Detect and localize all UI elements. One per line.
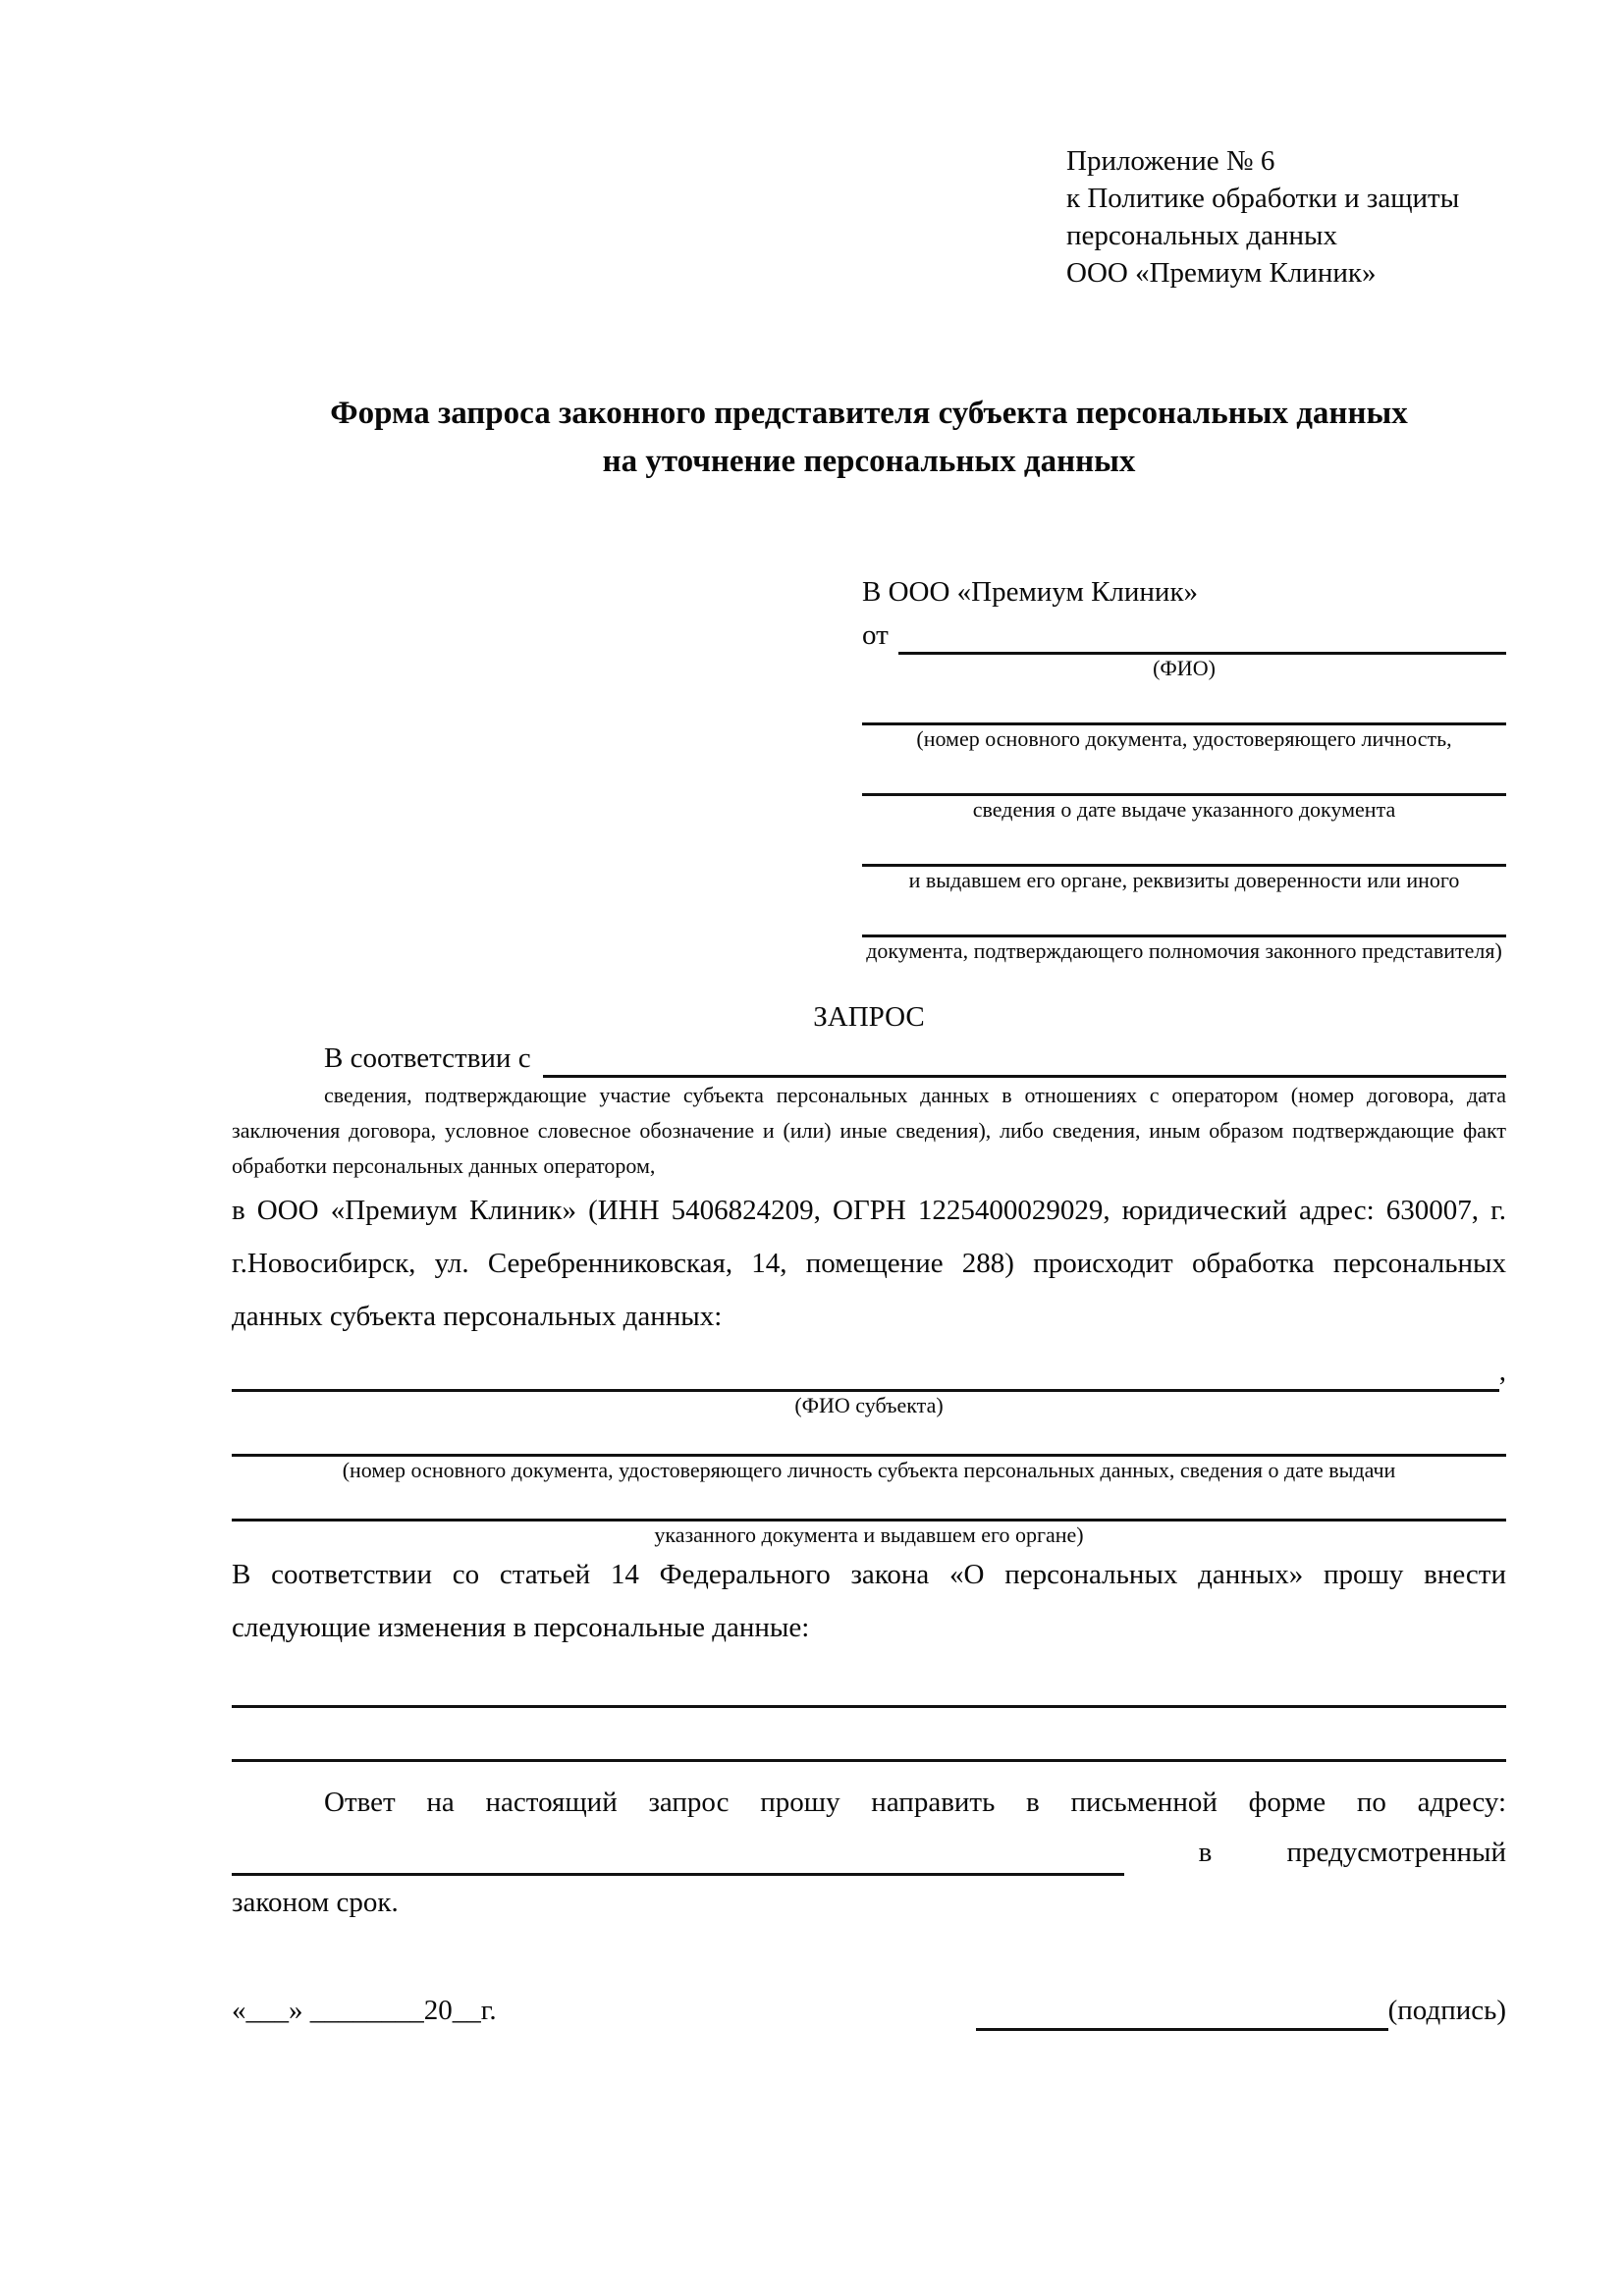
subject-doc-caption-2: указанного документа и выдавшем его органе) [654, 1522, 1084, 1547]
fio-caption: (ФИО) [1153, 656, 1216, 680]
annex-header-block [1066, 142, 1506, 292]
representative-doc-field [862, 893, 1506, 964]
reply-word-2: предусмотренный [1286, 1837, 1506, 1868]
intro-row [232, 1039, 1506, 1078]
subject-doc-line-2 [232, 1483, 1506, 1522]
representative-doc-field [862, 823, 1506, 893]
date-line: «___» ________20__г. [232, 1995, 497, 2026]
addressee-block [862, 572, 1506, 964]
field-line-2 [862, 752, 1506, 796]
annex-header-line: Приложение № 6 [1066, 145, 1275, 177]
intro-fill-line [543, 1043, 1506, 1078]
from-label: от [862, 619, 889, 651]
law-paragraph: В соответствии со статьей 14 Федерального закона «О персональных данных» прошу внести следующие изменения в персональные данные: [232, 1559, 1506, 1643]
reply-address-line [232, 1843, 1124, 1876]
field-caption-1: (номер основного документа, удостоверяющего личность, [916, 726, 1452, 751]
representative-doc-field [862, 752, 1506, 823]
signature-caption: (подпись) [1387, 1995, 1506, 2026]
reply-tail: законом срок. [232, 1887, 399, 1918]
from-fill-line [898, 618, 1506, 655]
field-line-1 [862, 681, 1506, 725]
changes-blank-line-1 [232, 1654, 1506, 1708]
annex-header-line: ООО «Премиум Клиник» [1066, 257, 1377, 289]
document-title-line-1: Форма запроса законного представителя субъекта персональных данных [330, 396, 1408, 431]
addressee-to: В ООО «Премиум Клиник» [862, 576, 1199, 608]
field-caption-2: сведения о дате выдаче указанного документа [972, 797, 1396, 822]
field-line-4 [862, 893, 1506, 937]
field-caption-3: и выдавшем его органе, реквизиты доверенности или иного [908, 868, 1460, 892]
subject-doc-line-1 [232, 1418, 1506, 1457]
subject-doc-caption-1: (номер основного документа, удостоверяющего личность субъекта персональных данных, сведения о дате выдачи [342, 1458, 1396, 1482]
reply-address-row [232, 1829, 1506, 1876]
request-heading: ЗАПРОС [813, 1001, 925, 1033]
field-caption-4: документа, подтверждающего полномочия законного представителя) [866, 938, 1502, 963]
subject-fio-caption: (ФИО субъекта) [794, 1393, 944, 1417]
changes-blank-line-2 [232, 1708, 1506, 1762]
trailing-comma: , [1498, 1356, 1506, 1387]
annex-header-line: персональных данных [1066, 220, 1338, 251]
signature-group [976, 1990, 1506, 2031]
subject-fio-row [232, 1351, 1506, 1392]
subject-doc-field [232, 1483, 1506, 1548]
intro-label: В соответствии с [324, 1042, 531, 1074]
reply-word-1: в [1198, 1837, 1213, 1868]
operator-paragraph: в ООО «Премиум Клиник» (ИНН 5406824209, ОГРН 1225400029029, юридический адрес: 630007, г. г.Новосибирск, ул. Серебренниковская, 14, помещение 288) происходит обработка персональных данных субъекта персональных данных: [232, 1195, 1506, 1332]
document-title-line-2: на уточнение персональных данных [602, 444, 1136, 479]
signature-line [976, 1997, 1388, 2031]
subject-doc-field [232, 1418, 1506, 1483]
from-row [862, 615, 1506, 655]
document-title [232, 390, 1506, 486]
field-line-3 [862, 823, 1506, 867]
annex-header-line: к Политике обработки и защиты [1066, 183, 1460, 214]
intro-note: сведения, подтверждающие участие субъекта персональных данных в отношениях с оператором (номер договора, дата заключения договора, условное словесное обозначение и (или) иные сведения), либо сведения, иным образом подтверждающие факт обработки персональных данных оператором, [232, 1083, 1506, 1178]
reply-sentence: Ответ на настоящий запрос прошу направить в письменной форме по адресу: [324, 1787, 1506, 1818]
subject-fio-line [232, 1360, 1499, 1392]
representative-doc-field [862, 681, 1506, 752]
footer-row [232, 1990, 1506, 2031]
